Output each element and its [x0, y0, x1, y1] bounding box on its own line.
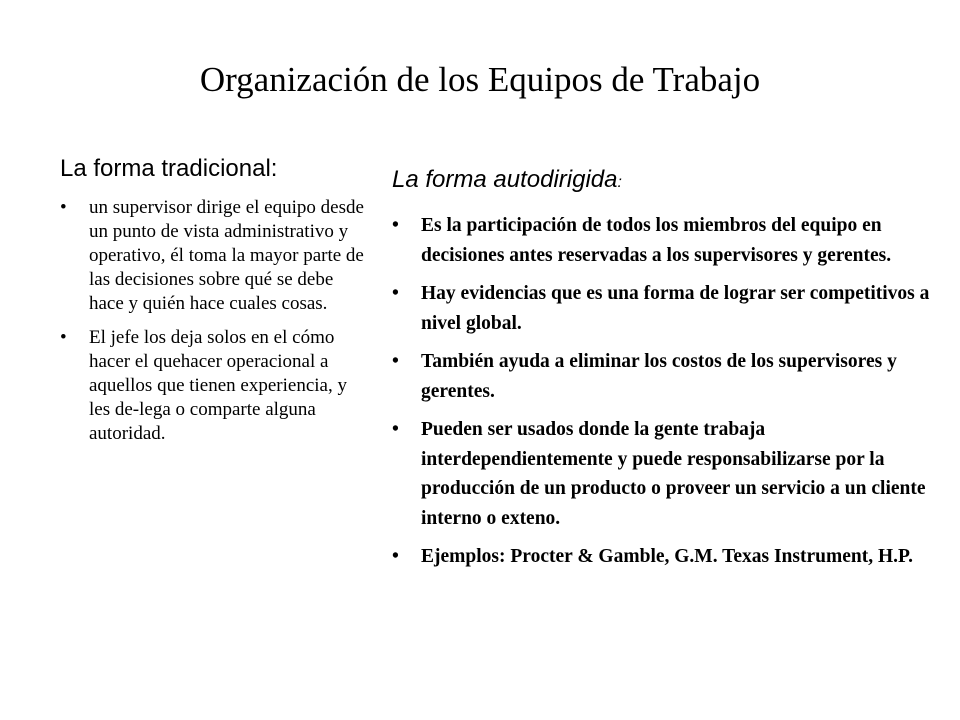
list-item [392, 542, 932, 572]
list-item [60, 326, 372, 446]
bullet-icon: • [392, 351, 399, 372]
traditional-bullet-list [60, 196, 372, 446]
self-directed-heading-colon: : [617, 174, 622, 191]
traditional-column [60, 150, 372, 456]
bullet-text: Ejemplos: Procter & Gamble, G.M. Texas Instrument, H.P. [421, 546, 913, 567]
bullet-text: Hay evidencias que es una forma de lograr ser competitivos a nivel global. [421, 283, 930, 334]
self-directed-bullet-list [392, 211, 932, 572]
self-directed-heading-text: La forma autodirigida [392, 166, 618, 193]
bullet-icon: • [392, 419, 399, 440]
list-item [60, 196, 372, 316]
slide-title: Organización de los Equipos de Trabajo [199, 60, 761, 99]
bullet-icon: • [60, 197, 67, 218]
bullet-text: Pueden ser usados donde la gente trabaja interdependientemente y puede responsabilizarse por la producción de un producto o proveer un servicio a un cliente interno o exteno. [421, 419, 926, 529]
bullet-text: El jefe los deja solos en el cómo hacer el quehacer operacional a aquellos que tienen experiencia, y les de-lega o comparte alguna autoridad. [89, 327, 347, 444]
self-directed-heading [392, 160, 932, 203]
list-item [392, 279, 932, 338]
bullet-text: Es la participación de todos los miembros del equipo en decisiones antes reservadas a los supervisores y gerentes. [421, 215, 892, 266]
list-item [392, 211, 932, 270]
bullet-icon: • [60, 327, 67, 348]
self-directed-column [392, 160, 932, 581]
bullet-text: un supervisor dirige el equipo desde un punto de vista administrativo y operativo, él toma la mayor parte de las decisiones sobre qué se debe hace y quién hace cuales cosas. [89, 197, 364, 314]
traditional-heading: La forma tradicional: [60, 155, 278, 182]
bullet-text: También ayuda a eliminar los costos de los supervisores y gerentes. [421, 351, 897, 402]
bullet-icon: • [392, 215, 399, 236]
bullet-icon: • [392, 283, 399, 304]
bullet-icon: • [392, 546, 399, 567]
list-item [392, 415, 932, 533]
list-item [392, 347, 932, 406]
